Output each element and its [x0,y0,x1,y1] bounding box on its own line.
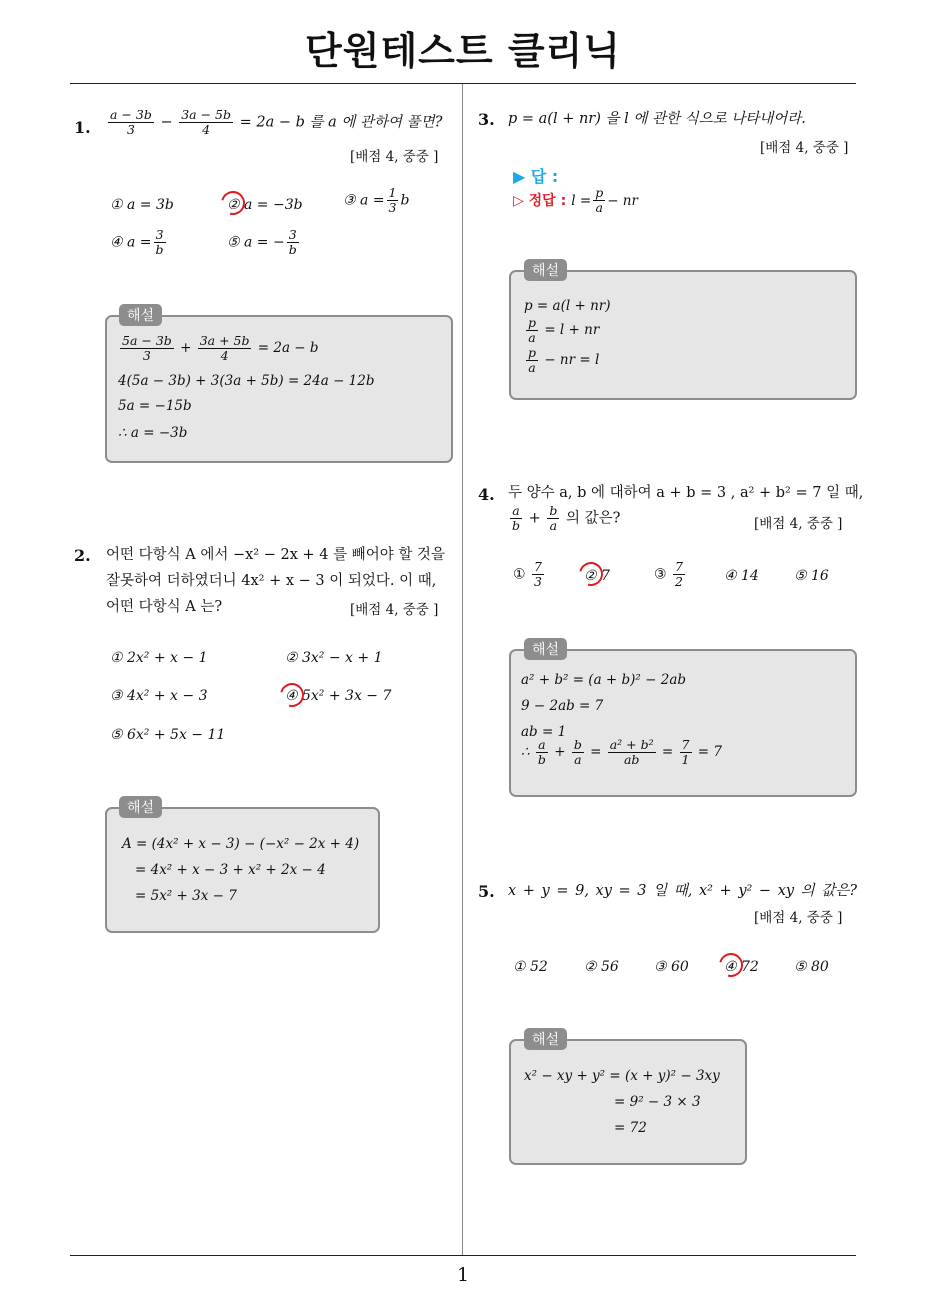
q4-line-1: 두 양수 a, b 에 대하여 a + b = 3 , a² + b² = 7 일 때, [508,485,864,501]
q1-choice-2[interactable]: ② a = −3b [227,197,303,213]
q2-line-2: 잘못하여 더하였더니 4x² + x − 3 이 되었다. 이 때, [106,573,437,589]
q2-answer-mark-icon [276,679,309,712]
q5-choice-5[interactable]: ⑤ 80 [794,959,829,975]
q3-answer-label: ▶ 답 : [513,167,559,186]
bottom-rule [70,1255,856,1256]
q2-solution-line-1: A = (4x² + x − 3) − (−x² − 2x + 4) [122,836,360,852]
q1-choice-4[interactable]: ④ a = $\frac{3}{b}$ [110,227,164,257]
q2-number: 2. [74,546,91,565]
q2-choice-4[interactable]: ④ 5x² + 3x − 7 [285,688,392,704]
q5-solution-line-3: = 72 [614,1120,647,1136]
q3-correct-answer: ▷ 정답 : l = $\frac{p}{a}$ − nr [513,185,638,215]
q5-choice-1[interactable]: ① 52 [513,959,548,975]
q2-solution-line-2: = 4x² + x − 3 + x² + 2x − 4 [135,862,326,878]
q1-choice-5[interactable]: ⑤ a = − $\frac{3}{b}$ [227,227,297,257]
q2-line-3: 어떤 다항식 A 는? [106,599,223,615]
q4-solution-tag: 해설 [524,638,567,660]
q1-choice-1[interactable]: ① a = 3b [110,197,174,213]
q5-solution-line-1: x² − xy + y² = (x + y)² − 3xy [524,1068,720,1084]
q1-solution-line-3: 5a = −15b [118,398,192,414]
q4-choice-4[interactable]: ④ 14 [724,568,759,584]
q1-number: 1. [74,118,91,137]
q4-choice-1[interactable]: ① $\frac{7}{3}$ [513,559,542,589]
q2-choice-5[interactable]: ⑤ 6x² + 5x − 11 [110,727,226,743]
q4-solution-line-1: a² + b² = (a + b)² − 2ab [521,672,687,688]
q1-solution-line-1: $\frac{5a - 3b}{3}$ + $\frac{3a + 5b}{4}$ = 2a − b [122,333,319,363]
q5-choice-2[interactable]: ② 56 [584,959,619,975]
q3-number: 3. [478,110,495,129]
q5-number: 5. [478,882,495,901]
q5-solution-line-2: = 9² − 3 × 3 [614,1094,701,1110]
q2-score: [배점 4, 중중 ] [350,602,439,618]
q4-answer-mark-icon [575,558,608,591]
top-rule [70,83,856,84]
q4-line-2: $\frac{a}{b}$ + $\frac{b}{a}$ 의 값은? [512,503,621,533]
q1-answer-mark-icon [217,187,250,220]
q3-solution-line-2: $\frac{p}{a}$ = l + nr [528,315,600,345]
q2-line-1: 어떤 다항식 A 에서 −x² − 2x + 4 를 빼어야 할 것을 [106,547,445,563]
q1-solution-tag: 해설 [119,304,162,326]
q1-score: [배점 4, 중중 ] [350,149,439,165]
q4-number: 4. [478,485,495,504]
q1-choice-3[interactable]: ③ a = $\frac{1}{3}$ b [343,185,410,215]
q4-score: [배점 4, 중중 ] [754,516,843,532]
q4-choice-3[interactable]: ③ $\frac{7}{2}$ [654,559,683,589]
q2-choice-1[interactable]: ① 2x² + x − 1 [110,650,208,666]
q5-choice-4[interactable]: ④ 72 [724,959,759,975]
q2-solution-tag: 해설 [119,796,162,818]
q4-solution-line-2: 9 − 2ab = 7 [521,698,604,714]
q3-score: [배점 4, 중중 ] [760,140,849,156]
q5-score: [배점 4, 중중 ] [754,910,843,926]
q2-solution-line-3: = 5x² + 3x − 7 [135,888,237,904]
q3-solution-line-3: $\frac{p}{a}$ − nr = l [528,345,600,375]
q4-choice-2[interactable]: ② 7 [584,568,610,584]
q2-choice-3[interactable]: ③ 4x² + x − 3 [110,688,208,704]
q5-answer-mark-icon [715,949,748,982]
q1-solution-line-2: 4(5a − 3b) + 3(3a + 5b) = 24a − 12b [118,373,375,389]
q3-solution-tag: 해설 [524,259,567,281]
page-number: 1 [456,1264,470,1286]
q5-choice-3[interactable]: ③ 60 [654,959,689,975]
q5-text: x + y = 9, xy = 3 일 때, x² + y² − xy 의 값은? [508,883,858,899]
q4-solution-line-4: ∴ $\frac{a}{b}$ + $\frac{b}{a}$ = $\frac{\text{a² + b²}}{ab}$ = $\frac{7}{1}$ = 7 [521,737,722,767]
q1-frac2: $\frac{3a - 5b}{4}$ [181,107,231,137]
column-divider [462,84,463,1256]
q3-text: p = a(l + nr) 을 l 에 관한 식으로 나타내어라. [508,111,806,127]
q1-frac1: $\frac{a - 3b}{3}$ [110,107,152,137]
q2-choice-2[interactable]: ② 3x² − x + 1 [285,650,383,666]
q1-solution-line-4: ∴ a = −3b [118,425,188,441]
q1-text: $\frac{a - 3b}{3}$ − $\frac{3a - 5b}{4}$ = 2a − b 를 a 에 관하여 풀면? [110,107,443,137]
q4-choice-5[interactable]: ⑤ 16 [794,568,829,584]
page-title: 단원테스트 클리닉 [305,29,621,73]
q4-solution-line-3: ab = 1 [521,724,567,740]
q5-solution-tag: 해설 [524,1028,567,1050]
q3-solution-line-1: p = a(l + nr) [524,298,611,314]
